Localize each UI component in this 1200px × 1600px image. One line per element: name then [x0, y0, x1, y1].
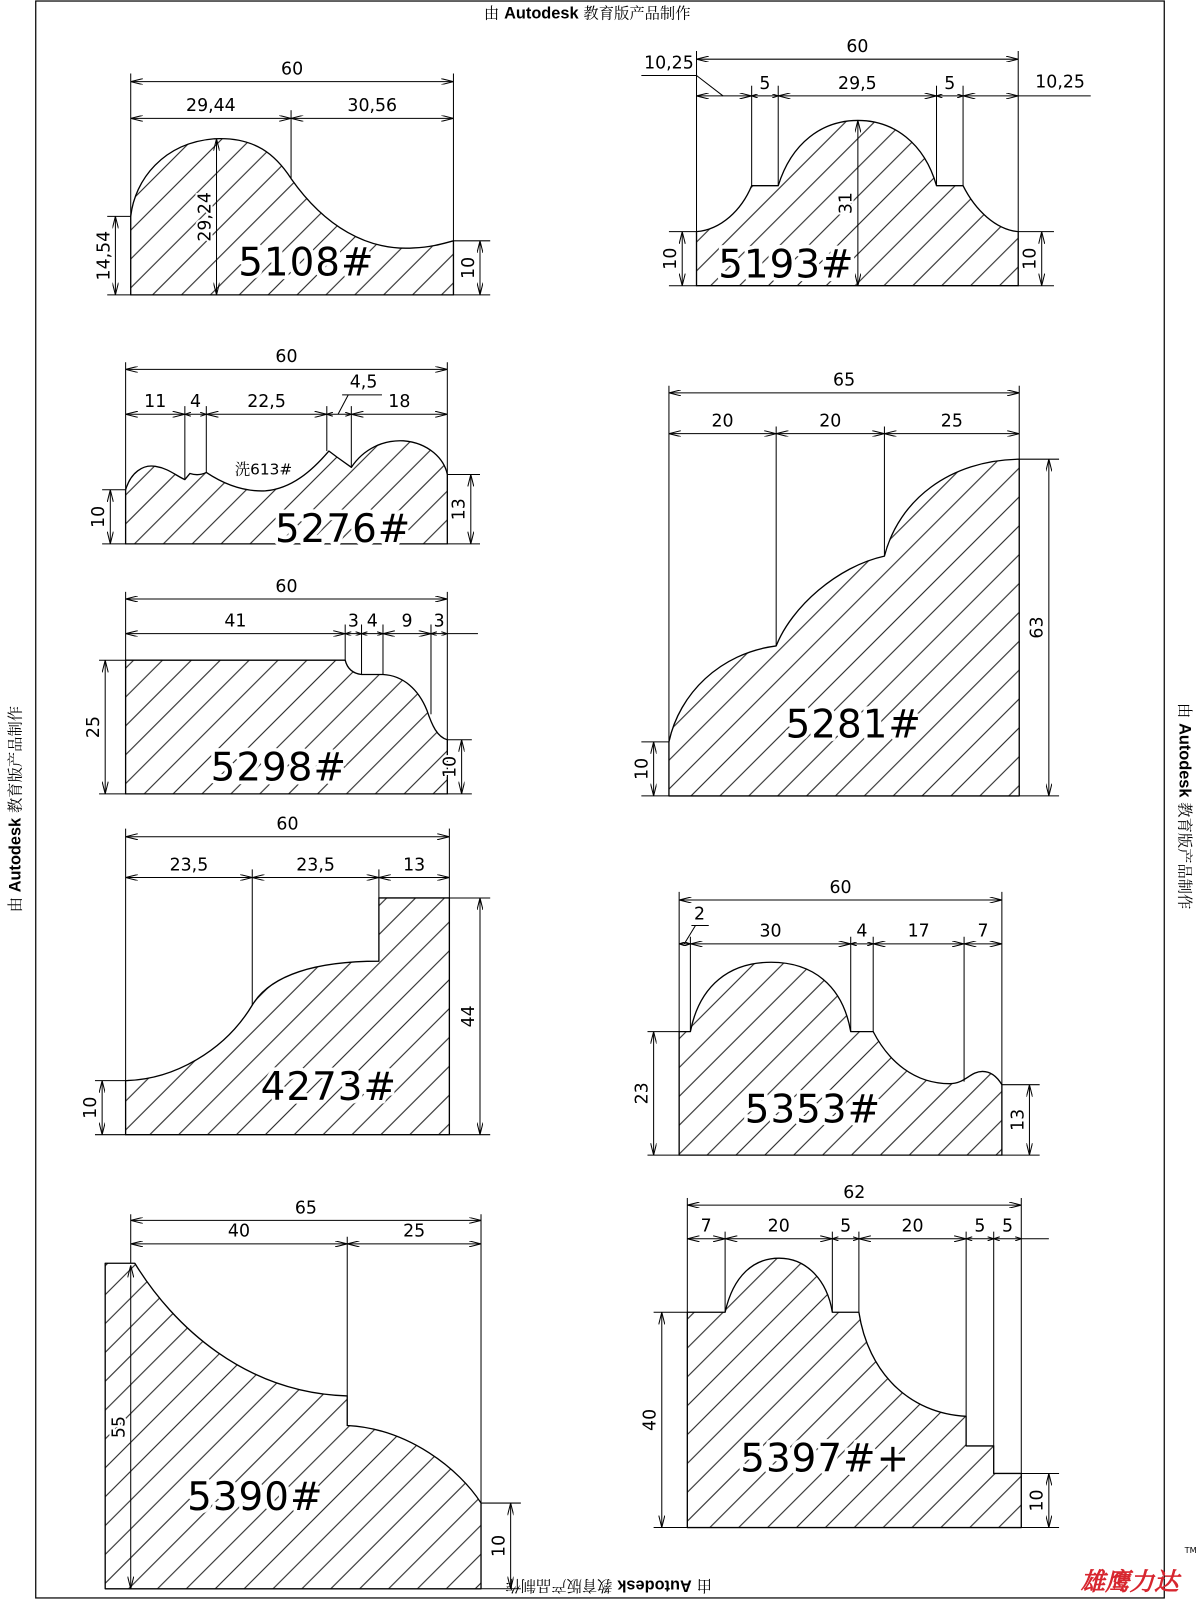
profile-code: 5353#: [744, 1087, 882, 1133]
dimension-value: 13: [403, 855, 426, 876]
dimension-value: 60: [281, 59, 304, 80]
profile-note: 洗613#: [234, 460, 293, 479]
dimension-value: 23,5: [169, 855, 209, 876]
profile-code: 4273#: [260, 1065, 398, 1110]
dimension-value: 29,24: [195, 192, 216, 242]
watermark-bottom: [505, 1577, 712, 1595]
leader-line: [697, 76, 724, 96]
watermark-suffix: 教育版产品制作: [505, 1576, 613, 1595]
profile-code: 5108#: [238, 240, 375, 286]
dimension-value: 13: [1008, 1108, 1029, 1131]
dimension-value: 60: [276, 814, 299, 835]
dimension-value: 60: [275, 576, 298, 597]
profile-section: [687, 1258, 1021, 1527]
dimension-value: 17: [907, 921, 930, 942]
dimension-value: 10: [440, 755, 461, 778]
dimension-value: 20: [711, 411, 734, 432]
watermark-brand: Autodesk: [617, 1576, 692, 1595]
watermark-top: [484, 4, 691, 22]
watermark-prefix: 由: [483, 4, 500, 23]
moulding-profile: [81, 815, 490, 1135]
dimension-value: 3: [347, 611, 359, 632]
dimension-value: 25: [84, 716, 105, 739]
trademark-mark: TM: [1184, 1545, 1197, 1556]
dimension-value: 65: [833, 370, 856, 391]
dimension-value: 10,25: [644, 53, 694, 74]
dimension-value: 5: [944, 73, 956, 94]
dimension-value: 10: [1020, 247, 1041, 270]
dimension-value: 5: [1001, 1216, 1014, 1237]
profile-code: 5298#: [210, 745, 347, 791]
dimension-value: 4: [856, 921, 868, 942]
dimension-value: 10: [89, 505, 110, 528]
profiles-layer: [81, 37, 1091, 1589]
dimension-value: 10: [489, 1534, 510, 1557]
dimension-value: 11: [144, 392, 167, 413]
moulding-profile: [84, 577, 478, 794]
dimension-value: 10: [1027, 1489, 1048, 1512]
company-logo: [1081, 1545, 1197, 1596]
dimension-value: 10: [661, 247, 682, 270]
profile-code: 5281#: [785, 702, 922, 748]
dimension-value: 10,25: [1035, 72, 1085, 93]
dimension-value: 22,5: [247, 392, 286, 413]
moulding-profile: [632, 878, 1039, 1155]
dimension-value: 60: [846, 37, 869, 58]
dimension-value: 9: [401, 611, 413, 632]
dimension-value: 20: [901, 1216, 924, 1237]
watermark-left: [6, 706, 24, 912]
leader-line: [338, 395, 348, 414]
dimension-value: 7: [700, 1216, 712, 1237]
dimension-value: 30,56: [347, 96, 398, 117]
dimension-value: 29,5: [838, 73, 877, 94]
watermark-prefix: 由: [1175, 702, 1194, 719]
dimension-value: 14,54: [94, 230, 115, 281]
moulding-profile: [89, 347, 480, 552]
dimension-value: 60: [275, 347, 298, 368]
dimension-value: 4: [190, 392, 202, 413]
profile-section: [105, 1263, 481, 1589]
dimension-value: 10: [80, 1096, 102, 1119]
moulding-profile: [641, 37, 1090, 287]
dimension-value: 40: [640, 1408, 661, 1431]
dimension-value: 23: [632, 1082, 653, 1105]
watermark-brand: Autodesk: [6, 817, 25, 893]
profile-code: 5193#: [718, 242, 855, 288]
dimension-value: 5: [840, 1216, 852, 1237]
dimension-value: 29,44: [186, 96, 236, 117]
dimension-value: 18: [388, 392, 411, 413]
dimension-value: 30: [759, 921, 782, 942]
watermark-suffix: 教育版产品制作: [6, 705, 25, 813]
dimension-value: 13: [449, 498, 470, 521]
dimension-value: 60: [829, 877, 852, 898]
dimension-value: 4,5: [349, 372, 378, 393]
dimension-value: 40: [227, 1221, 251, 1242]
moulding-profile: [641, 1183, 1059, 1528]
dimension-value: 7: [977, 921, 989, 942]
dimension-value: 62: [843, 1182, 866, 1203]
dimension-value: 2: [694, 904, 706, 925]
moulding-profile: [632, 371, 1059, 796]
dimension-value: 31: [836, 192, 857, 215]
dimension-value: 41: [224, 611, 247, 632]
profile-code: 5397#+: [740, 1436, 911, 1482]
dimension-value: 55: [109, 1416, 130, 1439]
dimension-value: 10: [458, 256, 479, 279]
dimension-value: 20: [819, 411, 842, 432]
dimension-value: 4: [366, 611, 378, 632]
dimension-value: 5: [974, 1216, 986, 1237]
dimension-value: 63: [1027, 616, 1048, 639]
dimension-value: 5: [759, 73, 771, 94]
profile-code: 5390#: [187, 1475, 324, 1521]
watermark-brand: Autodesk: [504, 4, 579, 23]
watermark-right: [1176, 703, 1194, 909]
moulding-profile: [105, 1198, 521, 1589]
dimension-value: 44: [458, 1005, 479, 1028]
dimension-value: 25: [403, 1221, 426, 1242]
dimension-value: 3: [433, 611, 445, 632]
logo-text: 雄鹰力达: [1080, 1566, 1179, 1596]
dimension-value: 23,5: [296, 855, 335, 876]
moulding-profile: [94, 59, 490, 294]
watermark-prefix: 由: [6, 897, 25, 913]
watermark-suffix: 教育版产品制作: [1175, 802, 1194, 910]
dimension-value: 25: [940, 411, 963, 432]
profile-code: 5276#: [274, 506, 412, 552]
watermark-suffix: 教育版产品制作: [583, 4, 691, 23]
dimension-value: 10: [632, 757, 653, 780]
watermark-prefix: 由: [696, 1576, 713, 1595]
watermark-brand: Autodesk: [1175, 723, 1194, 798]
dimension-value: 65: [294, 1198, 317, 1219]
dimension-value: 20: [767, 1216, 790, 1237]
